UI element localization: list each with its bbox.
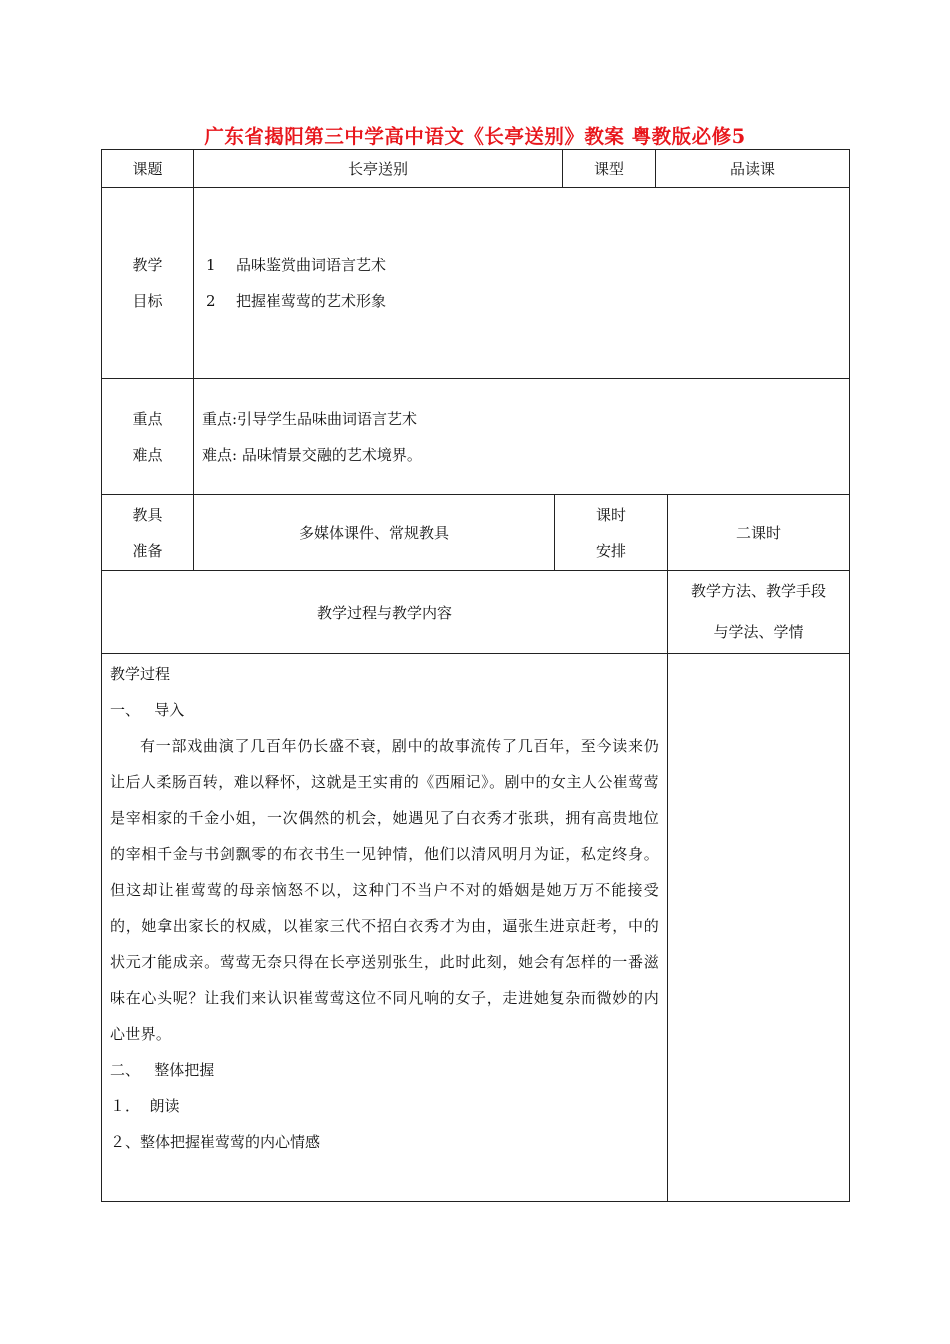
keypoints-content bbox=[194, 379, 850, 495]
tools-row bbox=[102, 495, 850, 571]
hours-value: 二课时 bbox=[668, 495, 850, 571]
keypoints-row bbox=[102, 379, 850, 495]
topic-value: 长亭送别 bbox=[194, 150, 563, 188]
tools-label: 教具 准备 bbox=[102, 495, 194, 571]
goal-item: 1 品味鉴赏曲词语言艺术 bbox=[206, 256, 387, 274]
topic-row bbox=[102, 150, 850, 188]
hours-label: 课时 安排 bbox=[555, 495, 668, 571]
intro-paragraph: 有一部戏曲演了几百年仍长盛不衰，剧中的故事流传了几百年，至今读来仍让后人柔肠百转，难以释怀，这就是王实甫的《西厢记》。剧中的女主人公崔莺莺是宰相家的千金小姐，一次偶然的机会，她遇见了白衣秀才张珙，拥有高贵地位的宰相千金与书剑飘零的布衣书生一见钟情，他们以清风明月为证，私定终身。但这却让崔莺莺的母亲恼怒不以，这种门不当户不对的婚姻是她万万不能接受的，她拿出家长的权威，以崔家三代不招白衣秀才为由，逼张生进京赶考，中的状元才能成亲。莺莺无奈只得在长亭送别张生，此时此刻，她会有怎样的一番滋味在心头呢？让我们来认识崔莺莺这位不同凡响的女子，走进她复杂而微妙的内心世界。 bbox=[110, 737, 660, 1043]
item-emotion: ２、整体把握崔莺莺的内心情感 bbox=[110, 1133, 321, 1151]
lesson-plan-table bbox=[101, 149, 850, 1202]
lesson-type-value: 品读课 bbox=[656, 150, 850, 188]
method-header: 教学方法、教学手段 与学法、学情 bbox=[668, 571, 850, 654]
goal-item: 2 把握崔莺莺的艺术形象 bbox=[206, 292, 387, 310]
section-intro: 一、 导入 bbox=[110, 701, 185, 719]
process-row bbox=[102, 654, 850, 1202]
method-content bbox=[668, 654, 850, 1202]
section-overview: 二、 整体把握 bbox=[110, 1061, 215, 1079]
process-content bbox=[102, 654, 668, 1202]
tools-value: 多媒体课件、常规教具 bbox=[194, 495, 555, 571]
goals-label: 教学 目标 bbox=[102, 188, 194, 379]
goals-content bbox=[194, 188, 850, 379]
document-title: 广东省揭阳第三中学高中语文《长亭送别》教案 粤教版必修5 bbox=[204, 125, 746, 148]
keypoints-label: 重点 难点 bbox=[102, 379, 194, 495]
key-point: 重点:引导学生品味曲词语言艺术 bbox=[202, 409, 418, 428]
goals-row bbox=[102, 188, 850, 379]
process-header-row bbox=[102, 571, 850, 654]
item-read-aloud: １． 朗读 bbox=[110, 1097, 180, 1115]
lesson-type-label: 课型 bbox=[563, 150, 656, 188]
process-heading: 教学过程 bbox=[110, 665, 171, 683]
topic-label: 课题 bbox=[102, 150, 194, 188]
difficult-point: 难点: 品味情景交融的艺术境界。 bbox=[202, 445, 422, 464]
process-header: 教学过程与教学内容 bbox=[102, 571, 668, 654]
